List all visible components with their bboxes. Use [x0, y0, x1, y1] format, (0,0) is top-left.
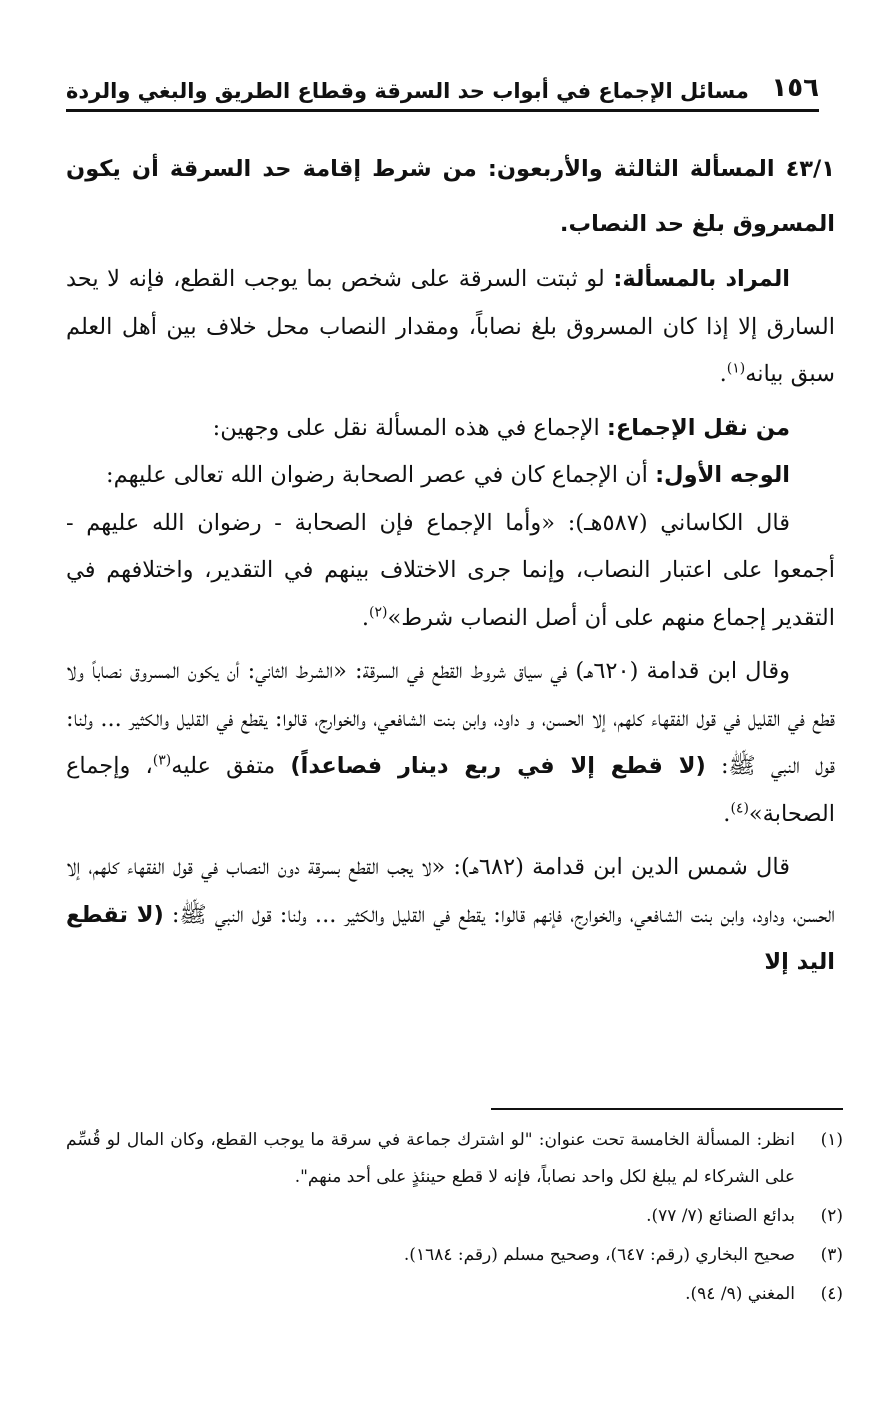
kasani-end: . [361, 604, 369, 631]
footnotes [66, 1122, 843, 1315]
paragraph-consensus [66, 405, 835, 453]
issue-title: ٤٣/١ المسألة الثالثة والأربعون: من شرط إقامة حد السرقة أن يكون المسروق بلغ حد النصاب. [66, 156, 835, 237]
meaning-text: لو ثبتت السرقة على شخص بما يوجب القطع، فإنه لا يحد السارق إلا إذا كان المسروق بلغ نصاباً، ومقدار النصاب محل خلاف بين أهل العلم سبق بيانه [66, 266, 835, 387]
paragraph-kasani [66, 500, 835, 643]
ibn-qudamah-end: . [723, 800, 731, 827]
footnote-ref-1[interactable]: (١) [726, 360, 746, 377]
ibn-qudamah-text: وقال ابن قدامة (٦٢٠هـ) في سياق شروط القطع في السرقة: «الشرط الثاني: أن يكون المسروق نصاباً ولا قطع في القليل في قول الفقهاء كلهم، إلا الحسن، و داود، وابن بنت الشافعي، والخوارج، قالوا: يقطع في القليل والكثير ... ولنا: قول النبي ﷺ: [66, 658, 835, 779]
page-header [66, 72, 819, 112]
footnote-number: (٤) [820, 1284, 843, 1304]
footnote-text: انظر: المسألة الخامسة تحت عنوان: "لو اشترك جماعة في سرقة ما يوجب القطع، وكان المال لو قُسِّم على الشركاء لم يبلغ لكل واحد نصاباً، فإنه لا قطع حينئذٍ على أحد منهم". [66, 1130, 795, 1187]
footnote-4 [66, 1276, 843, 1313]
footnote-2 [66, 1198, 843, 1235]
footnote-ref-4[interactable]: (٤) [730, 800, 749, 816]
kasani-text: قال الكاساني (٥٨٧هـ): «وأما الإجماع فإن الصحابة - رضوان الله عليهم - أجمعوا على اعتبار النصاب، وإنما جرى الاختلاف بينهم في التقدير، واختلافهم في التقدير إجماع منهم على أن أصل النصاب شرط» [66, 509, 835, 631]
footnote-divider [491, 1108, 843, 1110]
ibn-qudamah-text-2: متفق عليه [171, 753, 291, 779]
footnote-text: المغني (٩/ ٩٤). [685, 1284, 795, 1304]
footnote-number: (١) [820, 1130, 843, 1150]
page-number: ١٥٦ [771, 73, 819, 103]
consensus-label: من نقل الإجماع: [606, 414, 790, 441]
ibn-qudamah-text-3: ، وإجماع الصحابة» [66, 753, 835, 827]
footnote-text: بدائع الصنائع (٧/ ٧٧). [646, 1206, 795, 1226]
first-aspect-label: الوجه الأول: [655, 462, 790, 488]
footnote-ref-3[interactable]: (٣) [152, 752, 172, 769]
paragraph-first-aspect [66, 452, 835, 500]
paragraph-meaning [66, 256, 835, 399]
footnote-number: (٢) [820, 1206, 843, 1226]
consensus-text: الإجماع في هذه المسألة نقل على وجهين: [212, 414, 607, 441]
hadith-quote-2: (لا تقطع اليد إلا [66, 901, 835, 975]
hadith-quote-1: (لا قطع إلا في ربع دينار فصاعداً) [290, 753, 706, 779]
footnote-1 [66, 1122, 843, 1196]
first-aspect-text: أن الإجماع كان في عصر الصحابة رضوان الله تعالى عليهم: [106, 462, 656, 488]
paragraph-shams [66, 844, 835, 987]
paragraph-ibn-qudamah [66, 648, 835, 838]
main-text [66, 142, 835, 987]
footnote-ref-2[interactable]: (٢) [368, 604, 388, 620]
meaning-label: المراد بالمسألة: [613, 266, 790, 292]
shams-text: قال شمس الدين ابن قدامة (٦٨٢هـ): «لا يجب القطع بسرقة دون النصاب في قول الفقهاء كلهم، إلا الحسن، وداود، وابن بنت الشافعي، والخوارج، فإنهم قالوا: يقطع في القليل والكثير ... ولنا: قول النبي ﷺ: [66, 854, 835, 928]
footnote-number: (٣) [820, 1245, 843, 1265]
running-title: مسائل الإجماع في أبواب حد السرقة وقطاع الطريق والبغي والردة [66, 79, 749, 103]
footnote-text: صحيح البخاري (رقم: ٦٤٧)، وصحيح مسلم (رقم: ١٦٨٤). [403, 1245, 795, 1265]
footnote-3 [66, 1237, 843, 1274]
meaning-end: . [719, 361, 727, 387]
